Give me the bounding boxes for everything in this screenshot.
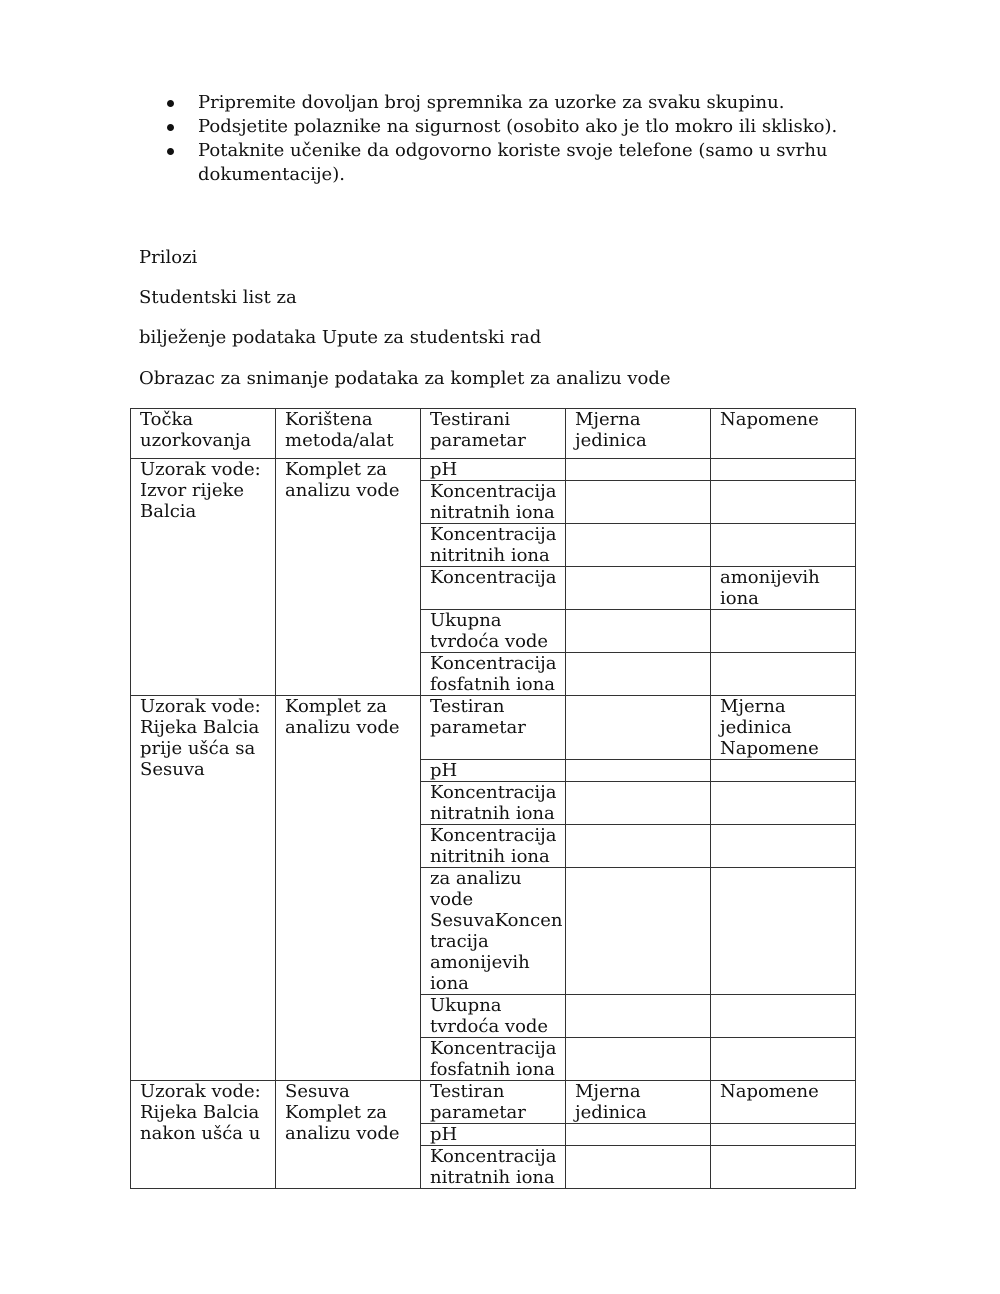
parameter-cell: pH: [421, 1124, 566, 1146]
note-cell: [711, 524, 856, 567]
list-item: Potaknite učenike da odgovorno koriste svoje telefone (samo u svrhu dokumentacije).: [160, 139, 880, 187]
data-recording-table: [130, 408, 856, 1189]
table-row: [131, 696, 856, 760]
note-cell: [711, 760, 856, 782]
paragraph-studentski-list: Studentski list za: [139, 287, 297, 308]
unit-cell: Mjerna jedinica: [566, 1081, 711, 1124]
unit-cell: [566, 1146, 711, 1189]
heading-prilozi: Prilozi: [139, 247, 198, 268]
parameter-cell: Koncentracija nitratnih iona: [421, 481, 566, 524]
paragraph-biljezenje: bilježenje podataka Upute za studentski rad: [139, 327, 542, 348]
header-cell: Točka uzorkovanja: [131, 409, 276, 459]
header-cell: Korištena metoda/alat: [276, 409, 421, 459]
unit-cell: [566, 524, 711, 567]
method-cell: Komplet za analizu vode: [276, 459, 421, 696]
note-cell: [711, 825, 856, 868]
parameter-cell: za analizu vode SesuvaKoncentracija amonijevih iona: [421, 868, 566, 995]
parameter-cell: Ukupna tvrdoća vode: [421, 995, 566, 1038]
unit-cell: [566, 1124, 711, 1146]
unit-cell: [566, 696, 711, 760]
unit-cell: [566, 567, 711, 610]
parameter-cell: Testiran parametar: [421, 696, 566, 760]
unit-cell: [566, 481, 711, 524]
note-cell: [711, 1124, 856, 1146]
method-cell: Komplet za analizu vode: [276, 696, 421, 1081]
list-item: Podsjetite polaznike na sigurnost (osobito ako je tlo mokro ili sklisko).: [160, 115, 880, 139]
unit-cell: [566, 610, 711, 653]
parameter-cell: Koncentracija nitritnih iona: [421, 825, 566, 868]
note-cell: [711, 868, 856, 995]
note-cell: amonijevih iona: [711, 567, 856, 610]
unit-cell: [566, 459, 711, 481]
note-cell: [711, 995, 856, 1038]
note-cell: Mjerna jedinica Napomene: [711, 696, 856, 760]
parameter-cell: Koncentracija nitritnih iona: [421, 524, 566, 567]
note-cell: [711, 481, 856, 524]
parameter-cell: pH: [421, 459, 566, 481]
unit-cell: [566, 782, 711, 825]
parameter-cell: Koncentracija nitratnih iona: [421, 782, 566, 825]
note-cell: [711, 459, 856, 481]
parameter-cell: Koncentracija fosfatnih iona: [421, 653, 566, 696]
header-cell: Napomene: [711, 409, 856, 459]
note-cell: [711, 1038, 856, 1081]
bullet-icon: [167, 148, 174, 155]
parameter-cell: pH: [421, 760, 566, 782]
unit-cell: [566, 995, 711, 1038]
note-cell: [711, 610, 856, 653]
unit-cell: [566, 760, 711, 782]
unit-cell: [566, 825, 711, 868]
bullet-icon: [167, 124, 174, 131]
table-row: [131, 459, 856, 481]
preparation-list: [160, 91, 880, 187]
header-cell: Mjerna jedinica: [566, 409, 711, 459]
unit-cell: [566, 868, 711, 995]
header-cell: Testirani parametar: [421, 409, 566, 459]
unit-cell: [566, 1038, 711, 1081]
parameter-cell: Koncentracija: [421, 567, 566, 610]
sampling-point-cell: Uzorak vode: Rijeka Balcia prije ušća sa Sesuva: [131, 696, 276, 1081]
paragraph-obrazac: Obrazac za snimanje podataka za komplet za analizu vode: [139, 368, 671, 389]
note-cell: [711, 1146, 856, 1189]
note-cell: [711, 782, 856, 825]
bullet-icon: [167, 100, 174, 107]
parameter-cell: Koncentracija nitratnih iona: [421, 1146, 566, 1189]
table-header-row: [131, 409, 856, 459]
method-cell: Sesuva Komplet za analizu vode: [276, 1081, 421, 1189]
sampling-point-cell: Uzorak vode: Rijeka Balcia nakon ušća u: [131, 1081, 276, 1189]
parameter-cell: Testiran parametar: [421, 1081, 566, 1124]
parameter-cell: Koncentracija fosfatnih iona: [421, 1038, 566, 1081]
parameter-cell: Ukupna tvrdoća vode: [421, 610, 566, 653]
unit-cell: [566, 653, 711, 696]
list-item: Pripremite dovoljan broj spremnika za uzorke za svaku skupinu.: [160, 91, 880, 115]
note-cell: [711, 653, 856, 696]
table-row: [131, 1081, 856, 1124]
note-cell: Napomene: [711, 1081, 856, 1124]
sampling-point-cell: Uzorak vode: Izvor rijeke Balcia: [131, 459, 276, 696]
